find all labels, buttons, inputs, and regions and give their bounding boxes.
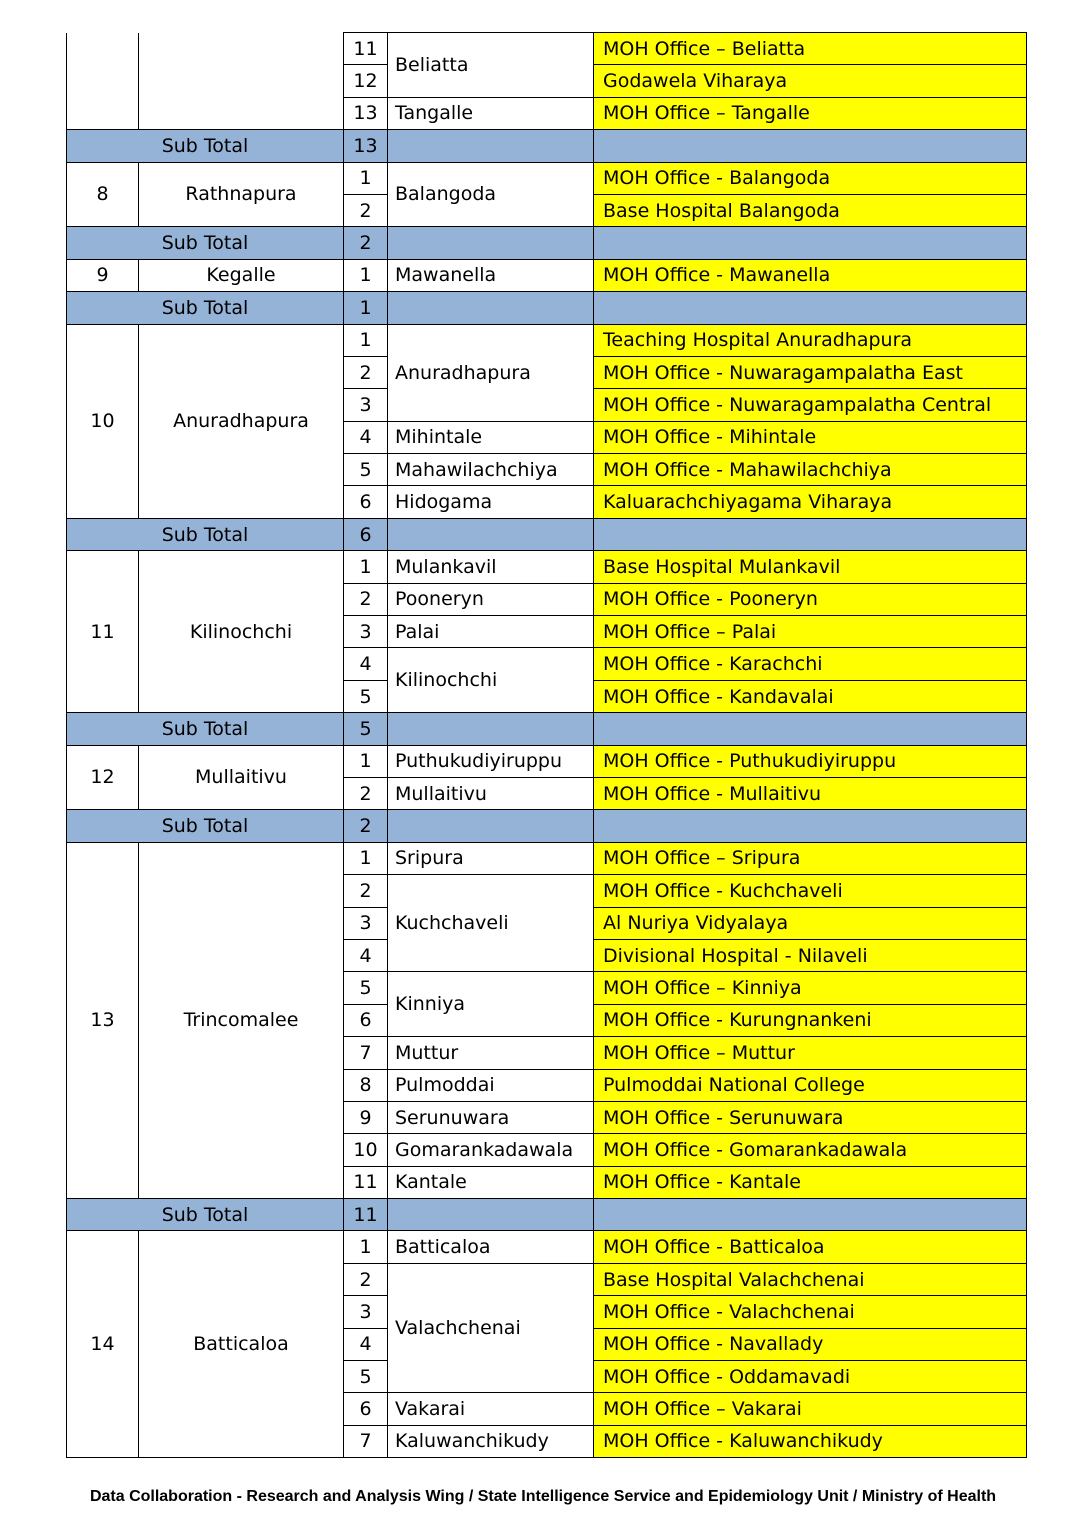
moh-area: Batticaloa	[388, 1231, 594, 1263]
subtotal-empty-moh	[388, 518, 594, 550]
moh-area: Valachchenai	[388, 1263, 594, 1393]
centre-index: 5	[344, 454, 388, 486]
moh-area: Mulankavil	[388, 551, 594, 583]
vaccination-site: MOH Office - Kurungnankeni	[594, 1004, 1027, 1036]
centre-index: 2	[344, 875, 388, 907]
subtotal-empty-site	[594, 810, 1027, 842]
vaccination-site: Base Hospital Balangoda	[594, 194, 1027, 226]
centre-index: 2	[344, 583, 388, 615]
table-row	[67, 162, 1027, 194]
moh-area: Palai	[388, 616, 594, 648]
district-number: 8	[67, 162, 139, 227]
subtotal-label: Sub Total	[67, 130, 344, 162]
vaccination-site: MOH Office - Mawanella	[594, 259, 1027, 291]
district-name: Batticaloa	[139, 1231, 344, 1458]
moh-area: Kantale	[388, 1166, 594, 1198]
vaccination-site: Divisional Hospital - Nilaveli	[594, 939, 1027, 971]
vaccination-site: MOH Office - Kuchchaveli	[594, 875, 1027, 907]
moh-area: Vakarai	[388, 1393, 594, 1425]
vaccination-site: MOH Office - Nuwaragampalatha Central	[594, 389, 1027, 421]
subtotal-row	[67, 130, 1027, 162]
moh-area: Tangalle	[388, 97, 594, 129]
centre-index: 1	[344, 745, 388, 777]
subtotal-count: 2	[344, 810, 388, 842]
centre-index: 13	[344, 97, 388, 129]
subtotal-empty-moh	[388, 292, 594, 324]
vaccination-site: Pulmoddai National College	[594, 1069, 1027, 1101]
subtotal-empty-moh	[388, 713, 594, 745]
vaccination-site: MOH Office - Oddamavadi	[594, 1361, 1027, 1393]
centre-index: 12	[344, 65, 388, 97]
vaccination-site: MOH Office - Kandavalai	[594, 680, 1027, 712]
vaccination-site: Kaluarachchiyagama Viharaya	[594, 486, 1027, 518]
centre-index: 11	[344, 1166, 388, 1198]
centre-index: 8	[344, 1069, 388, 1101]
centre-index: 3	[344, 907, 388, 939]
subtotal-label: Sub Total	[67, 713, 344, 745]
subtotal-empty-site	[594, 292, 1027, 324]
district-number: 11	[67, 551, 139, 713]
centre-index: 3	[344, 1296, 388, 1328]
table-row	[67, 324, 1027, 356]
centre-index: 11	[344, 33, 388, 65]
vaccination-site: MOH Office - Mahawilachchiya	[594, 454, 1027, 486]
centre-index: 2	[344, 1263, 388, 1295]
subtotal-count: 11	[344, 1199, 388, 1231]
vaccination-site: MOH Office – Tangalle	[594, 97, 1027, 129]
moh-area: Puthukudiyiruppu	[388, 745, 594, 777]
vaccination-site: MOH Office - Serunuwara	[594, 1101, 1027, 1133]
district-name: Mullaitivu	[139, 745, 344, 810]
vaccination-site: Teaching Hospital Anuradhapura	[594, 324, 1027, 356]
subtotal-empty-site	[594, 518, 1027, 550]
vaccination-site: MOH Office – Vakarai	[594, 1393, 1027, 1425]
district-name: Kegalle	[139, 259, 344, 291]
subtotal-empty-moh	[388, 810, 594, 842]
district-name: Trincomalee	[139, 842, 344, 1198]
subtotal-empty-moh	[388, 227, 594, 259]
subtotal-label: Sub Total	[67, 292, 344, 324]
centre-index: 5	[344, 680, 388, 712]
subtotal-row	[67, 227, 1027, 259]
centre-index: 4	[344, 421, 388, 453]
vaccination-site: Base Hospital Valachchenai	[594, 1263, 1027, 1295]
centre-index: 6	[344, 1004, 388, 1036]
subtotal-empty-site	[594, 1199, 1027, 1231]
table-row	[67, 33, 1027, 65]
moh-area: Anuradhapura	[388, 324, 594, 421]
moh-area: Sripura	[388, 842, 594, 874]
table-row	[67, 1231, 1027, 1263]
table-row	[67, 259, 1027, 291]
table-row	[67, 745, 1027, 777]
subtotal-count: 1	[344, 292, 388, 324]
vaccination-site: MOH Office - Batticaloa	[594, 1231, 1027, 1263]
district-name: Rathnapura	[139, 162, 344, 227]
vaccination-site: MOH Office - Gomarankadawala	[594, 1134, 1027, 1166]
moh-area: Mihintale	[388, 421, 594, 453]
moh-area: Hidogama	[388, 486, 594, 518]
subtotal-count: 5	[344, 713, 388, 745]
vaccination-site: Base Hospital Mulankavil	[594, 551, 1027, 583]
moh-area: Serunuwara	[388, 1101, 594, 1133]
centre-index: 10	[344, 1134, 388, 1166]
vaccination-site: MOH Office - Kantale	[594, 1166, 1027, 1198]
moh-area: Mahawilachchiya	[388, 454, 594, 486]
vaccination-site: Al Nuriya Vidyalaya	[594, 907, 1027, 939]
subtotal-row	[67, 1199, 1027, 1231]
vaccination-site: MOH Office - Nuwaragampalatha East	[594, 356, 1027, 388]
moh-area: Pulmoddai	[388, 1069, 594, 1101]
vaccination-site: MOH Office - Balangoda	[594, 162, 1027, 194]
moh-area: Pooneryn	[388, 583, 594, 615]
subtotal-count: 2	[344, 227, 388, 259]
district-name: Kilinochchi	[139, 551, 344, 713]
moh-area: Mullaitivu	[388, 777, 594, 809]
vaccination-site: MOH Office - Mullaitivu	[594, 777, 1027, 809]
vaccination-site: MOH Office – Palai	[594, 616, 1027, 648]
centre-index: 9	[344, 1101, 388, 1133]
centre-index: 1	[344, 842, 388, 874]
centre-index: 4	[344, 648, 388, 680]
centre-index: 2	[344, 777, 388, 809]
vaccination-site: MOH Office – Sripura	[594, 842, 1027, 874]
subtotal-row	[67, 713, 1027, 745]
moh-area: Beliatta	[388, 33, 594, 98]
moh-area: Kilinochchi	[388, 648, 594, 713]
vaccination-site: MOH Office - Karachchi	[594, 648, 1027, 680]
vaccination-site: MOH Office - Pooneryn	[594, 583, 1027, 615]
vaccination-centres-table	[66, 32, 1027, 1458]
centre-index: 2	[344, 194, 388, 226]
vaccination-site: Godawela Viharaya	[594, 65, 1027, 97]
district-number: 10	[67, 324, 139, 518]
subtotal-label: Sub Total	[67, 227, 344, 259]
district-number: 14	[67, 1231, 139, 1458]
moh-area: Kinniya	[388, 972, 594, 1037]
centre-index: 6	[344, 1393, 388, 1425]
centre-index: 6	[344, 486, 388, 518]
subtotal-label: Sub Total	[67, 1199, 344, 1231]
district-number: 13	[67, 842, 139, 1198]
centre-index: 5	[344, 972, 388, 1004]
centre-index: 3	[344, 389, 388, 421]
centre-index: 1	[344, 324, 388, 356]
vaccination-site: MOH Office – Beliatta	[594, 33, 1027, 65]
district-name: Anuradhapura	[139, 324, 344, 518]
moh-area: Kuchchaveli	[388, 875, 594, 972]
table-row	[67, 842, 1027, 874]
centre-index: 1	[344, 1231, 388, 1263]
subtotal-empty-moh	[388, 1199, 594, 1231]
centre-index: 1	[344, 259, 388, 291]
subtotal-label: Sub Total	[67, 810, 344, 842]
subtotal-row	[67, 810, 1027, 842]
vaccination-site: MOH Office - Valachchenai	[594, 1296, 1027, 1328]
moh-area: Gomarankadawala	[388, 1134, 594, 1166]
subtotal-label: Sub Total	[67, 518, 344, 550]
moh-area: Muttur	[388, 1037, 594, 1069]
district-number: 9	[67, 259, 139, 291]
subtotal-empty-site	[594, 130, 1027, 162]
centre-index: 7	[344, 1037, 388, 1069]
centre-index: 1	[344, 551, 388, 583]
centre-index: 4	[344, 939, 388, 971]
subtotal-empty-moh	[388, 130, 594, 162]
district-number	[67, 33, 139, 130]
subtotal-row	[67, 292, 1027, 324]
centre-index: 1	[344, 162, 388, 194]
footer-credit: Data Collaboration - Research and Analysis Wing / State Intelligence Service and Epidemiology Unit / Ministry of Health	[89, 1488, 997, 1505]
vaccination-site: MOH Office - Mihintale	[594, 421, 1027, 453]
subtotal-empty-site	[594, 713, 1027, 745]
vaccination-site: MOH Office – Muttur	[594, 1037, 1027, 1069]
moh-area: Mawanella	[388, 259, 594, 291]
moh-area: Kaluwanchikudy	[388, 1425, 594, 1457]
vaccination-site: MOH Office - Puthukudiyiruppu	[594, 745, 1027, 777]
district-number: 12	[67, 745, 139, 810]
vaccination-site: MOH Office - Kaluwanchikudy	[594, 1425, 1027, 1457]
centre-index: 3	[344, 616, 388, 648]
subtotal-count: 13	[344, 130, 388, 162]
centre-index: 5	[344, 1361, 388, 1393]
centre-index: 4	[344, 1328, 388, 1360]
subtotal-row	[67, 518, 1027, 550]
moh-area: Balangoda	[388, 162, 594, 227]
vaccination-site: MOH Office - Navallady	[594, 1328, 1027, 1360]
district-name	[139, 33, 344, 130]
vaccination-site: MOH Office – Kinniya	[594, 972, 1027, 1004]
centre-index: 7	[344, 1425, 388, 1457]
subtotal-count: 6	[344, 518, 388, 550]
table-row	[67, 551, 1027, 583]
centre-index: 2	[344, 356, 388, 388]
subtotal-empty-site	[594, 227, 1027, 259]
